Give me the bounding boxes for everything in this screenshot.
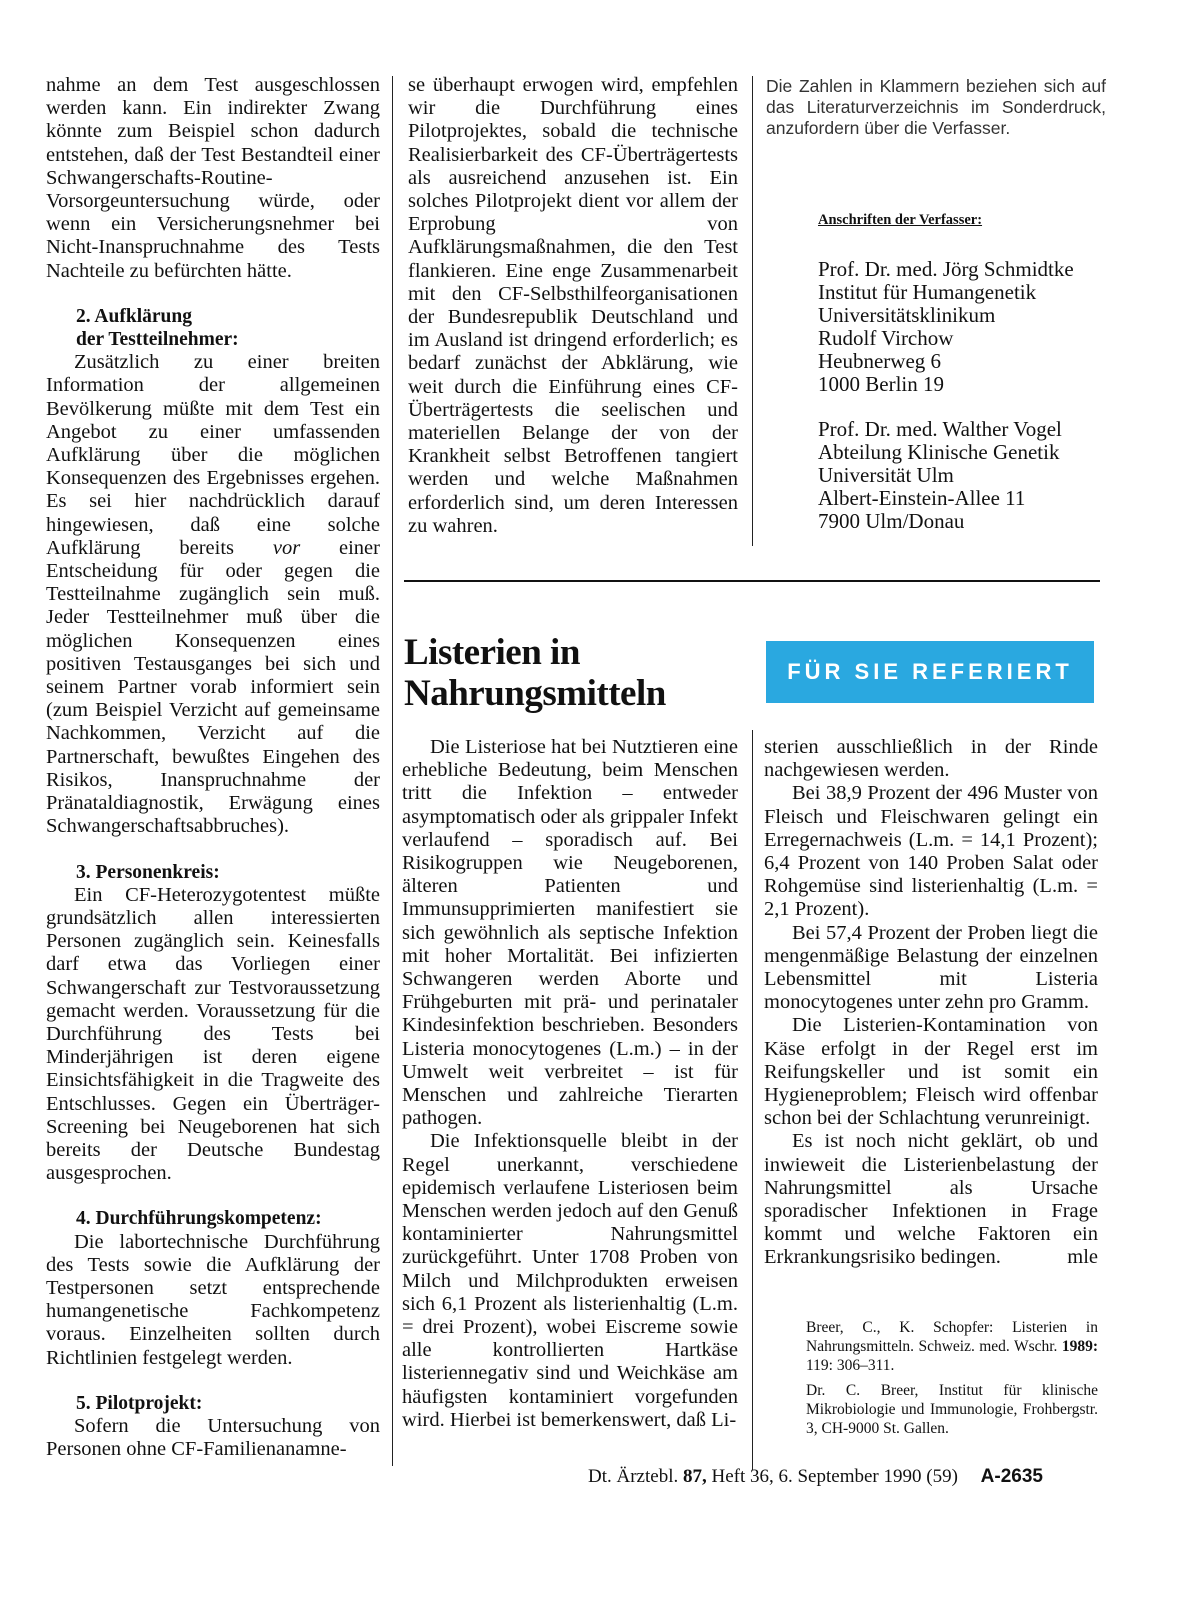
col1-p2-part-b: einer Entscheidung für oder gegen die Testteilnahme zugänglich sein muß. Jeder Testteilnehmer muß über die möglichen Konsequenzen eines positiven Testausganges bei sich und seinem Partner vorab informiert sein (zum Beispiel Verzicht auf gemeinsame Nachkommen, Verzicht auf die Partnerschaft, bewußtes Eingehen des Risikos, Inanspruchnahme der Pränataldiagnostik, Erwägung eines Schwangerschaftsabbruches).: [46, 536, 380, 838]
article-paragraph-b4: [764, 1130, 1098, 1269]
article-paragraph-b0: sterien ausschließlich in der Rinde nachgewiesen werden.: [764, 736, 1098, 782]
references: [806, 1318, 1098, 1444]
col1-paragraph-3: Ein CF-Heterozygotentest müßte grundsätzlich allen interessierten Personen zugänglich sein. Keinesfalls darf etwa das Vorliegen einer Schwangerschaft zur Testvoraussetzung gemacht werden. Voraussetzung für die Durchführung des Tests bei Minderjährigen ist deren eigene Einsichtsfähigkeit in die Tragweite des Entschlusses. Gegen ein Überträger-Screening bei Neugeborenen hat sich bereits der Deutsche Bundestag ausgesprochen.: [46, 883, 380, 1185]
col1-paragraph-4: Die labortechnische Durchführung des Tests sowie die Aufklärung der Testpersonen setzt entsprechende humangenetische Fachkompetenz voraus. Einzelheiten sollten durch Richtlinien festgelegt werden.: [46, 1230, 380, 1369]
author-signature: mle: [1067, 1246, 1098, 1269]
col1-p2-emphasis: vor: [272, 536, 301, 559]
article-column-b: [764, 736, 1098, 1270]
address-heading: Anschriften der Verfasser:: [818, 212, 983, 228]
address-1-line: 1000 Berlin 19: [818, 372, 944, 396]
footer-issue: Heft 36, 6. September 1990 (59): [711, 1466, 958, 1487]
address-block-1: [818, 258, 1074, 396]
reference-1-pages: 119: 306–311.: [806, 1357, 895, 1374]
article-column-a: [402, 736, 738, 1432]
address-2-line: Universität Ulm: [818, 463, 954, 487]
section-badge: FÜR SIE REFERIERT: [766, 641, 1094, 703]
reference-1-text: Breer, C., K. Schopfer: Listerien in Nahrungsmitteln. Schweiz. med. Wschr.: [806, 1319, 1098, 1355]
section-heading-3: 3. Personenkreis:: [76, 861, 220, 883]
address-1-line: Universitätsklinikum: [818, 303, 996, 327]
article-title-line-1: Listerien in: [404, 632, 580, 673]
footer-volume: 87,: [682, 1466, 707, 1487]
article-paragraph-b1: Bei 38,9 Prozent der 496 Muster von Fleisch und Fleischwaren gelingt ein Erregernachweis (L.m. = 14,1 Prozent); 6,4 Prozent von 140 Proben Salat oder Rohgemüse sind listerienhaltig (L.m. = 2,1 Prozent).: [764, 782, 1098, 921]
article-paragraph-2: Die Infektionsquelle bleibt in der Regel unerkannt, verschiedene epidemisch verlaufene Listeriosen beim Menschen werden jedoch auf den Genuß kontaminierter Nahrungsmittel zurückgeführt. Unter 1708 Proben von Milch und Milchprodukten erweisen sich 6,1 Prozent als listerienhaltig (L.m. = drei Prozent), wobei Eiscreme sowie alle kontrollierten Hartkäse listeriennegativ sind und Weichkäse am häufigsten kontaminiert vorgefunden wird. Hierbei ist bemerkenswert, daß Li-: [402, 1130, 738, 1431]
col1-p2-part-a: Zusätzlich zu einer breiten Information der allgemeinen Bevölkerung müßte mit dem Test ein Angebot zu einer umfassenden Aufklärung über die möglichen Konsequenzen des Ergebnisses ergehen. Es sei hier nachdrücklich darauf hingewiesen, daß eine solche Aufklärung bereits: [46, 351, 380, 559]
section-heading-5: 5. Pilotprojekt:: [76, 1392, 203, 1414]
reference-2: Dr. C. Breer, Institut für klinische Mikrobiologie und Immunologie, Frohbergstr. 3, CH-9000 St. Gallen.: [806, 1382, 1098, 1437]
col1-paragraph-2: [46, 351, 380, 838]
page-footer: [588, 1466, 1043, 1488]
footer-page-number: A-2635: [980, 1466, 1043, 1487]
section-divider: [404, 580, 1100, 582]
address-2-line: 7900 Ulm/Donau: [818, 509, 965, 533]
address-1-line: Institut für Humangenetik: [818, 280, 1037, 304]
article-paragraph-b3: Die Listerien-Kontamination von Käse erfolgt in der Regel erst im Reifungskeller und ist somit ein Hygieneproblem; Fleisch wird offenbar schon bei der Schlachtung verunreinigt.: [764, 1014, 1098, 1130]
address-2-line: Abteilung Klinische Genetik: [818, 440, 1060, 464]
column-divider-3: [752, 730, 753, 1470]
article-b4-text: Es ist noch nicht geklärt, ob und inwieweit die Listerienbelastung der Nahrungsmittel als Ursache sporadischer Infektionen in Frage kommt und welche Faktoren ein Erkrankungsrisiko bedingen.: [764, 1130, 1098, 1269]
address-2-line: Albert-Einstein-Allee 11: [818, 486, 1026, 510]
address-1-line: Prof. Dr. med. Jörg Schmidtke: [818, 257, 1074, 281]
literature-note: Die Zahlen in Klammern beziehen sich auf das Literaturverzeichnis im Sonderdruck, anzufordern über die Verfasser.: [766, 76, 1106, 138]
address-1-line: Heubnerweg 6: [818, 349, 942, 373]
col2-paragraph-0: se überhaupt erwogen wird, empfehlen wir die Durchführung eines Pilotprojektes, sobald die technische Realisierbarkeit des CF-Überträgertests als ausreichend anzusehen ist. Ein solches Pilotprojekt dient vor allem der Erprobung von Aufklärungsmaßnahmen, die den Test flankieren. Eine enge Zusammenarbeit mit den CF-Selbsthilfeorganisationen der Bundesrepublik Deutschland und im Ausland ist dringend erforderlich; es bedarf zunächst der Abklärung, wie weit durch die Einführung eines CF-Überträgertests die seelischen und materiellen Belange der von der Krankheit selbst Betroffenen tangiert werden und welche Maßnahmen erforderlich sind, um deren Interessen zu wahren.: [408, 74, 738, 537]
col1-paragraph-0: nahme an dem Test ausgeschlossen werden kann. Ein indirekter Zwang könnte zum Beispiel schon dadurch entstehen, daß der Test Bestandteil einer Schwangerschafts-Routine-Vorsorgeuntersuchung würde, oder wenn ein Versicherungsnehmer bei Nicht-Inanspruchnahme des Tests Nachteile zu befürchten hätte.: [46, 74, 380, 282]
article-paragraph-b2: Bei 57,4 Prozent der Proben liegt die mengenmäßige Belastung der einzelnen Lebensmittel mit Listeria monocytogenes unter zehn pro Gramm.: [764, 921, 1098, 1014]
article-title-line-2: Nahrungsmitteln: [404, 673, 666, 714]
section-heading-2a: 2. Aufklärung: [76, 305, 192, 327]
column-divider-1: [392, 76, 393, 1466]
reference-1-year: 1989:: [1061, 1338, 1098, 1355]
address-block-2: [818, 418, 1062, 533]
column-1: [46, 74, 380, 1461]
col1-paragraph-5: Sofern die Untersuchung von Personen ohne CF-Familienanamne-: [46, 1414, 380, 1461]
column-divider-2: [752, 76, 753, 546]
reference-1: [806, 1318, 1098, 1375]
address-1-line: Rudolf Virchow: [818, 326, 954, 350]
column-2: [408, 74, 738, 538]
section-heading-4: 4. Durchführungskompetenz:: [76, 1208, 322, 1230]
article-paragraph-1: Die Listeriose hat bei Nutztieren eine erhebliche Bedeutung, beim Menschen tritt die Infektion – entweder asymptomatisch oder als grippaler Infekt verlaufend – sporadisch auf. Bei Risikogruppen wie Neugeborenen, älteren Patienten und Immunsupprimierten manifestiert sie sich gewöhnlich als septische Infektion mit hoher Mortalität. Bei infizierten Schwangeren werden Aborte und Frühgeburten mit prä- und perinataler Kindesinfektion beschrieben. Besonders Listeria monocytogenes (L.m.) – in der Umwelt weit verbreitet – ist für Menschen und zahlreiche Tierarten pathogen.: [402, 736, 738, 1130]
footer-journal: Dt. Ärztebl.: [588, 1466, 679, 1487]
section-heading-2b: der Testteilnehmer:: [76, 329, 239, 351]
address-2-line: Prof. Dr. med. Walther Vogel: [818, 417, 1062, 441]
article-title: [404, 632, 666, 714]
